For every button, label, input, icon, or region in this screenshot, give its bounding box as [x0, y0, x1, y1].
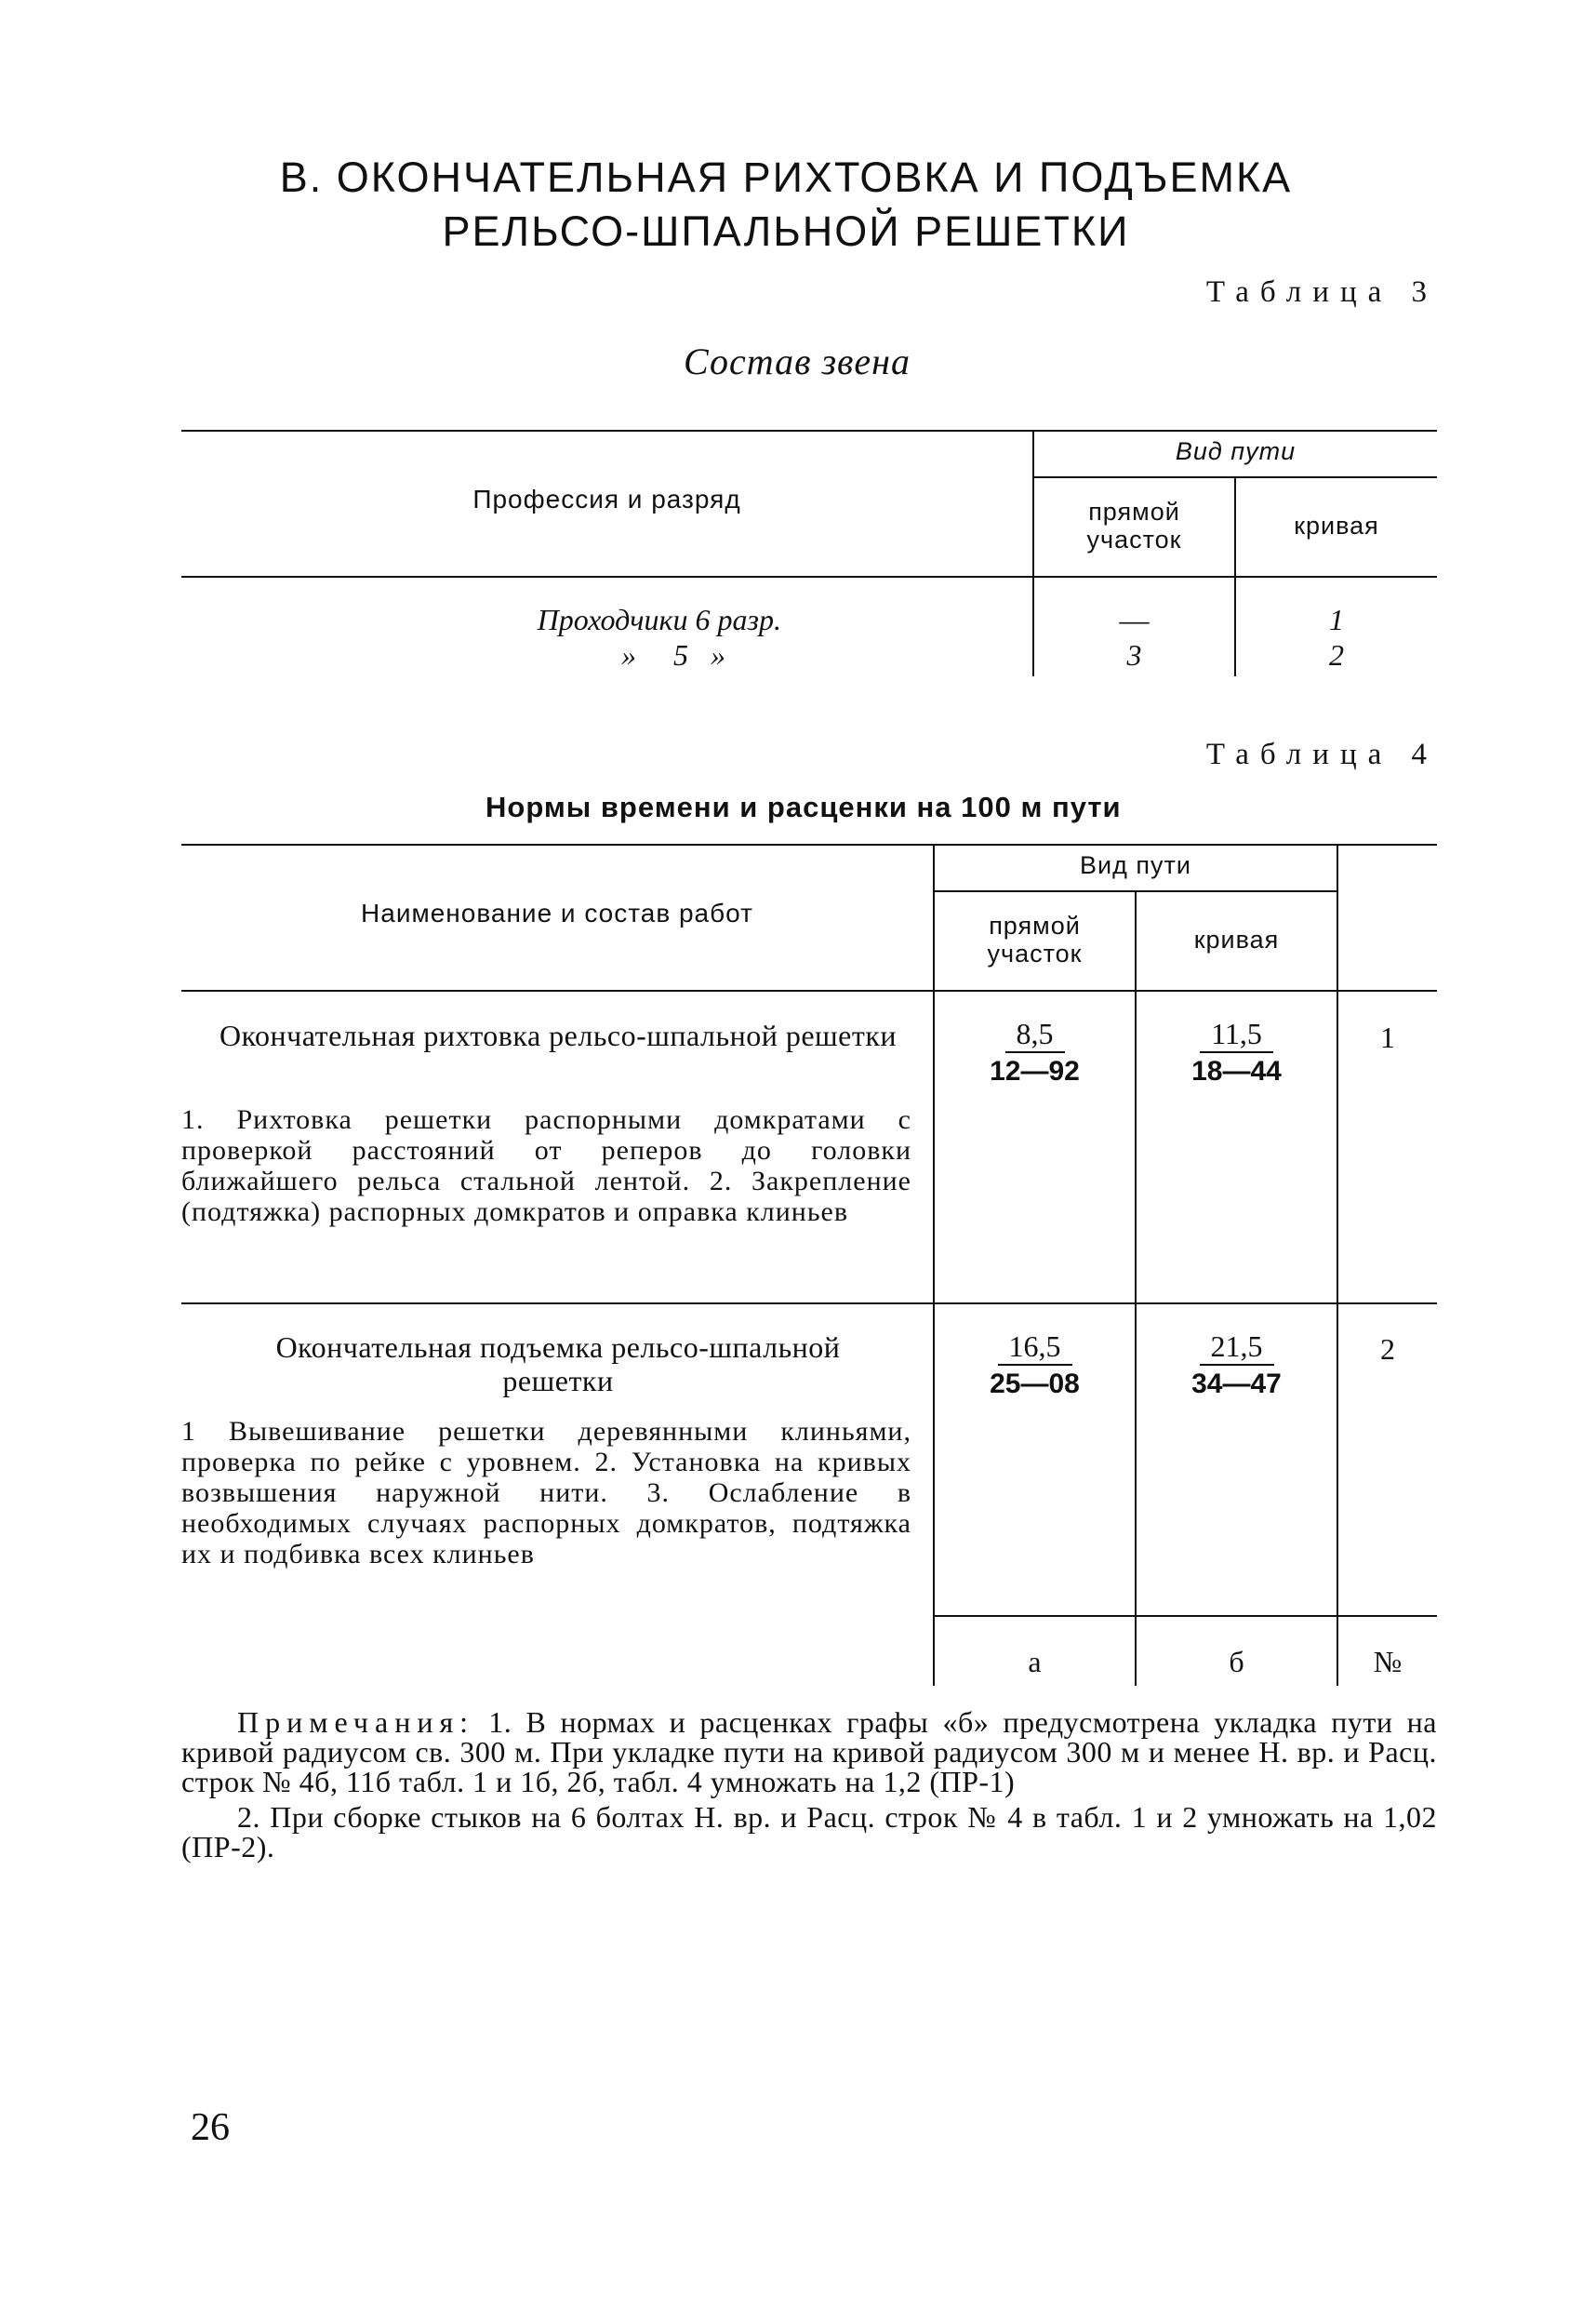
notes-label: Примечания: [237, 1705, 475, 1739]
section-heading-line1: В. ОКОНЧАТЕЛЬНАЯ РИХТОВКА И ПОДЪЕМКА [279, 154, 1293, 201]
section-heading-line2: РЕЛЬСО-ШПАЛЬНОЙ РЕШЕТКИ [442, 207, 1130, 255]
notes-block [181, 1707, 1437, 1862]
table4-row-divider [181, 1302, 1437, 1304]
table4-vline-1 [933, 844, 935, 1686]
table3-col-straight-l1: прямой [1088, 498, 1180, 526]
table4-row2-num: 2 [1380, 1332, 1395, 1366]
table4-vline-2 [1135, 890, 1137, 1686]
table4-row2-curve-norm: 21,5 [1200, 1329, 1274, 1366]
table4-vline-3 [1337, 844, 1338, 1686]
table4-footer-b: б [1229, 1645, 1244, 1678]
table4-row1-curve [1137, 1016, 1337, 1090]
table4-row1-straight-rate: 12—92 [990, 1056, 1080, 1087]
note-1 [181, 1707, 1437, 1796]
table4-row1-straight [935, 1016, 1135, 1090]
table4-row2-description: 1 Вывешивание решетки деревянными клиньями, проверка по рейке с уровнем. 2. Установка на кривых возвышения наружной нити. 3. Ослабление в необходимых случаях распорных домкратов, подтяжка их и подбивка всех клиньев [181, 1416, 911, 1569]
table4-col-straight-l2: участок [987, 940, 1083, 968]
table4-col-name: Наименование и состав работ [361, 899, 753, 928]
table4-row1-description: 1. Рихтовка решетки распорными домкратами с проверкой расстояний от реперов до головки ближайшего рельса стальной лентой. 2. Закрепление (подтяжка) распорных домкратов и оправка клиньев [181, 1104, 911, 1227]
table3-col-straight-l2: участок [1086, 526, 1182, 554]
table4-row1-title: Окончательная рихтовка рельсо-шпальной решетки [219, 1019, 898, 1052]
section-heading [167, 151, 1404, 259]
table3-col-profession: Профессия и разряд [472, 485, 741, 514]
table4-row1-num: 1 [1380, 1021, 1395, 1054]
table4-col-straight [935, 912, 1135, 968]
table3-title: Состав звена [684, 340, 911, 382]
table4-header-bottom-rule [181, 990, 1437, 992]
table4-row1-curve-rate: 18—44 [1191, 1056, 1282, 1087]
table3-top-rule [181, 430, 1437, 432]
table4-row2-straight-norm: 16,5 [998, 1329, 1072, 1366]
table3-row1-straight: — [1119, 603, 1150, 636]
table3-col-curve: кривая [1294, 512, 1379, 540]
table3-row2-straight: 3 [1126, 638, 1142, 672]
table4-row2-curve-rate: 34—47 [1191, 1369, 1282, 1399]
table4-label: Таблица 4 [1205, 738, 1438, 771]
table3-col-straight [1034, 498, 1234, 554]
table4-row2-curve [1137, 1329, 1337, 1403]
table4-row1-curve-norm: 11,5 [1200, 1016, 1273, 1053]
note-1-text: 1. В нормах и расценках графы «б» предусмотрена укладка пути на кривой радиусом св. 300 м. При укладке пути на кривой радиусом 300 м и менее Н. вр. и Расц. строк № 4б, 11б табл. 1 и 1б, 2б, табл. 4 умножать на 1,2 (ПР-1) [181, 1705, 1438, 1798]
table3-row1-profession: Проходчики 6 разр. [537, 603, 781, 636]
table4-row2-title: Окончательная подъемка рельсо-шпальной решетки [275, 1330, 841, 1397]
table4-row1-straight-norm: 8,5 [1005, 1016, 1065, 1053]
table3-col-track-type: Вид пути [1175, 437, 1297, 465]
table4-row2-straight-rate: 25—08 [990, 1369, 1080, 1399]
table3-row2-profession: » 5 » [621, 638, 725, 672]
table3-label: Таблица 3 [1205, 275, 1438, 309]
page-number: 26 [191, 2106, 230, 2149]
table3-row1-curve: 1 [1329, 603, 1344, 636]
note-2: 2. При сборке стыков на 6 болтах Н. вр. и Расц. строк № 4 в табл. 1 и 2 умножать на 1,02 (ПР-2). [181, 1800, 1437, 1863]
table4-top-rule [181, 844, 1437, 846]
table4-title: Нормы времени и расценки на 100 м пути [485, 791, 1122, 823]
table3-header-bottom-rule [181, 576, 1437, 578]
table4-col-straight-l1: прямой [989, 912, 1081, 940]
table4-footer-num: № [1373, 1645, 1403, 1678]
table3-row2-curve: 2 [1329, 638, 1344, 672]
table4-footer-rule [933, 1615, 1437, 1617]
table4-col-curve: кривая [1193, 926, 1280, 954]
table4-col-track-type: Вид пути [1080, 851, 1191, 879]
table4-row2-straight [935, 1329, 1135, 1403]
table4-footer-a: а [1028, 1645, 1042, 1678]
